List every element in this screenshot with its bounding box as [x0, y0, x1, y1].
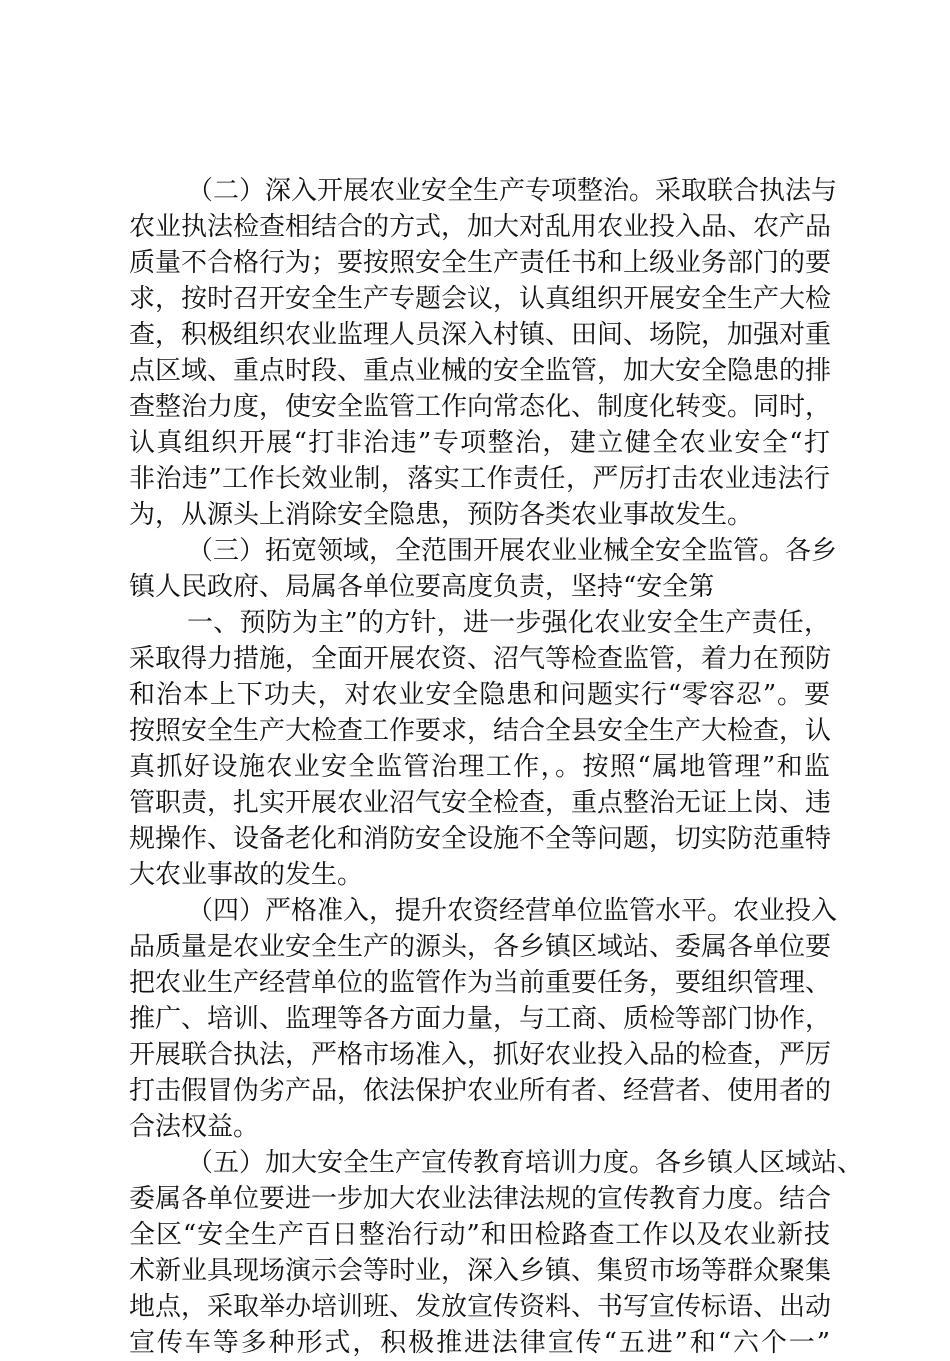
text-line: （三）拓宽领域，全范围开展农业业械全安全监管。各乡	[187, 536, 838, 566]
text-line: 和治本上下功夫，对农业安全隐患和问题实行“零容忍”。要	[129, 680, 830, 710]
text-line: 开展联合执法，严格市场准入，抓好农业投入品的检查，严厉	[129, 1040, 832, 1070]
document-body	[129, 173, 864, 1361]
text-line: 为，从源头上消除安全隐患，预防各类农业事故发生。	[129, 500, 754, 530]
text-line: 按照安全生产大检查工作要求，结合全县安全生产大检查，认	[129, 716, 832, 746]
text-line: 一、预防为主”的方针，进一步强化农业安全生产责任，	[187, 608, 830, 638]
text-line: 采取得力措施，全面开展农资、沼气等检查监管，着力在预防	[129, 644, 832, 674]
text-line: 质量不合格行为；要按照安全生产责任书和上级业务部门的要	[129, 248, 832, 278]
text-line: 管职责，扎实开展农业沼气安全检查，重点整治无证上岗、违	[129, 788, 832, 818]
text-line: 查整治力度，使安全监管工作向常态化、制度化转变。同时，	[129, 392, 832, 422]
text-line: （四）严格准入，提升农资经营单位监管水平。农业投入	[187, 896, 838, 926]
text-line: 推广、培训、监理等各方面力量，与工商、质检等部门协作，	[129, 1004, 832, 1034]
text-line: 镇人民政府、局属各单位要高度负责，坚持“安全第	[129, 572, 715, 602]
text-line: （五）加大安全生产宣传教育培训力度。各乡镇人区域站、	[187, 1148, 864, 1178]
text-line: （二）深入开展农业安全生产专项整治。采取联合执法与	[187, 176, 838, 206]
text-line: 大农业事故的发生。	[129, 860, 364, 890]
text-line: 合法权益。	[129, 1112, 260, 1142]
text-line: 规操作、设备老化和消防安全设施不全等问题，切实防范重特	[129, 824, 832, 854]
text-line: 宣传车等多种形式，积极推进法律宣传“五进”和“六个一”	[129, 1328, 830, 1358]
text-line: 品质量是农业安全生产的源头，各乡镇区域站、委属各单位要	[129, 932, 832, 962]
text-line: 术新业具现场演示会等时业，深入乡镇、集贸市场等群众聚集	[129, 1256, 832, 1286]
text-line: 查，积极组织农业监理人员深入村镇、田间、场院，加强对重	[129, 320, 832, 350]
text-line: 把农业生产经营单位的监管作为当前重要任务，要组织管理、	[129, 968, 832, 998]
text-line: 农业执法检查相结合的方式，加大对乱用农业投入品、农产品	[129, 212, 832, 242]
text-line: 非治违”工作长效业制，落实工作责任，严厉打击农业违法行	[129, 464, 830, 494]
text-line: 求，按时召开安全生产专题会议，认真组织开展安全生产大检	[129, 284, 832, 314]
text-line: 地点，采取举办培训班、发放宣传资料、书写宣传标语、出动	[129, 1292, 832, 1322]
text-line: 委属各单位要进一步加大农业法律法规的宣传教育力度。结合	[129, 1184, 832, 1214]
text-line: 点区域、重点时段、重点业械的安全监管，加大安全隐患的排	[129, 356, 832, 386]
text-line: 真抓好设施农业安全监管治理工作，。按照“属地管理”和监	[129, 752, 830, 782]
text-line: 打击假冒伪劣产品，依法保护农业所有者、经营者、使用者的	[129, 1076, 832, 1106]
text-line: 认真组织开展“打非治违”专项整治，建立健全农业安全“打	[129, 428, 830, 458]
text-line: 全区“安全生产百日整治行动”和田检路查工作以及农业新技	[129, 1220, 830, 1250]
